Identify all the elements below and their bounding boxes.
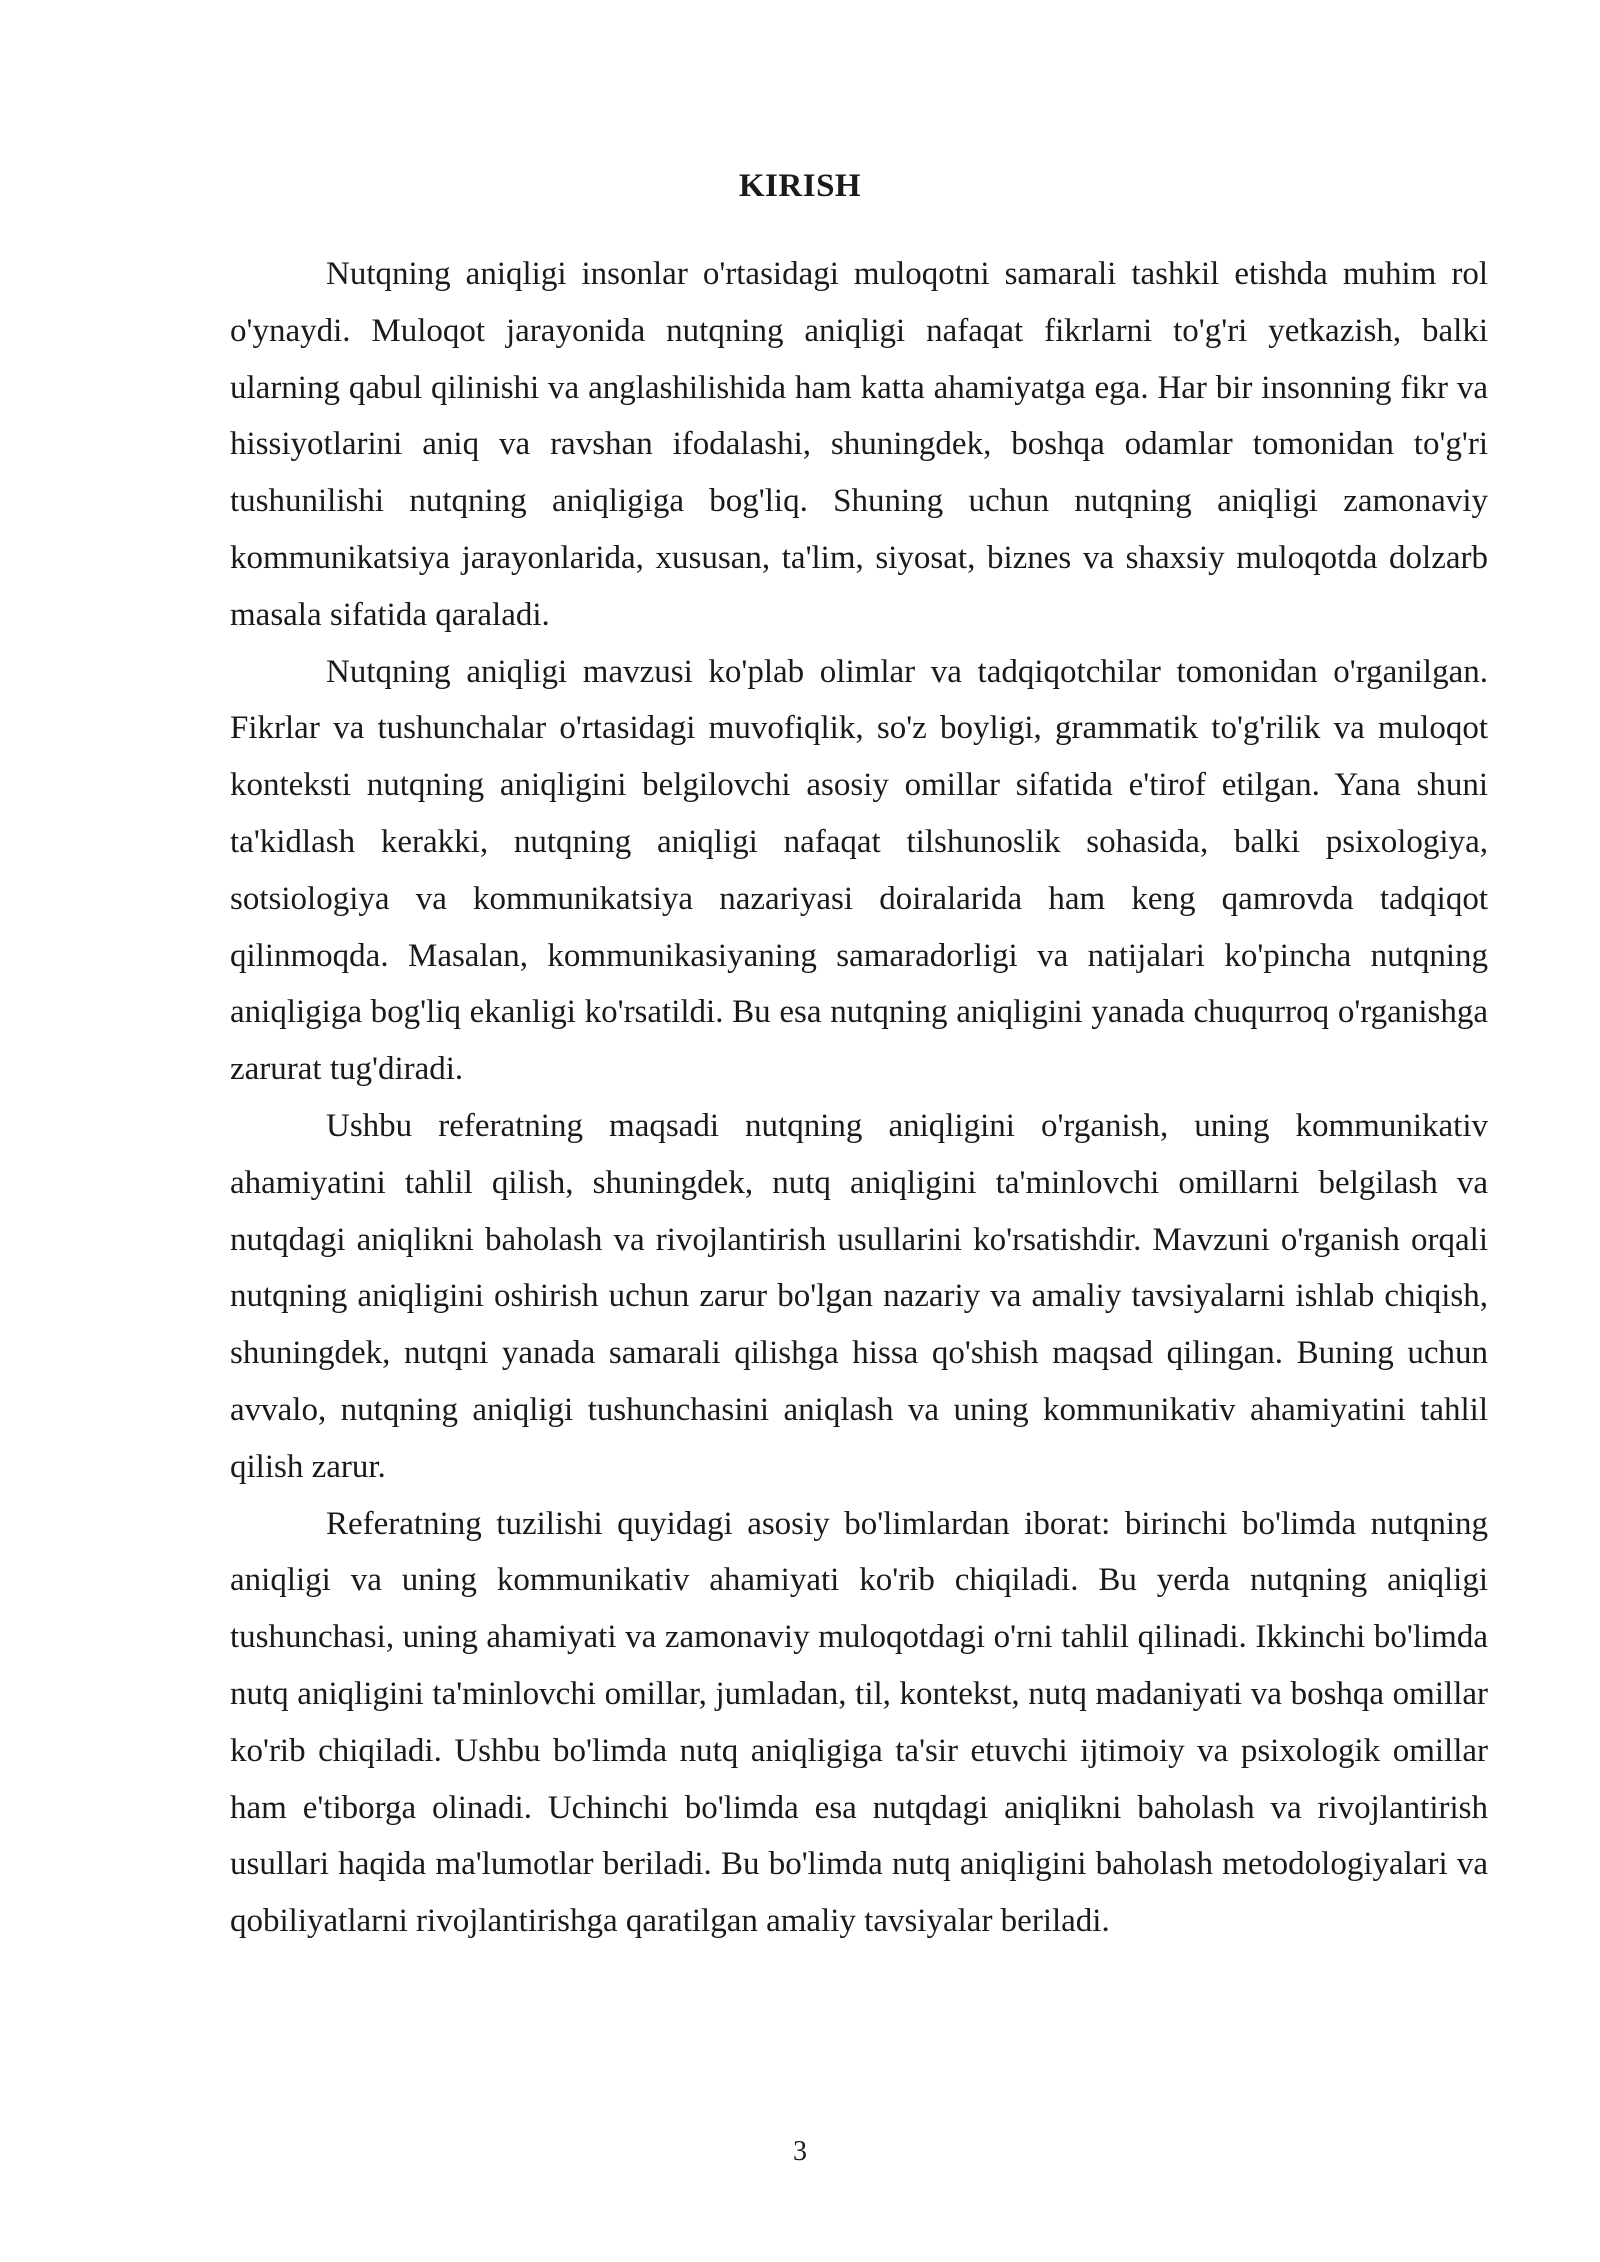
paragraph-3: Ushbu referatning maqsadi nutqning aniqligini o'rganish, uning kommunikativ ahamiyatini tahlil qilish, shuningdek, nutq aniqligini ta'minlovchi omillarni belgilash va nutqdagi aniqlikni baholash va rivojlantirish usullarini ko'rsatishdir. Mavzuni o'rganish orqali nutqning aniqligini oshirish uchun zarur bo'lgan nazariy va amaliy tavsiyalarni ishlab chiqish, shuningdek, nutqni yanada samarali qilishga hissa qo'shish maqsad qilingan. Buning uchun avvalo, nutqning aniqligi tushunchasini aniqlash va uning kommunikativ ahamiyatini tahlil qilish zarur. <box>230 1107 1488 1485</box>
page-title: KIRISH <box>738 168 862 204</box>
page-number: 3 <box>793 2136 807 2167</box>
paragraph-4: Referatning tuzilishi quyidagi asosiy bo'limlardan iborat: birinchi bo'limda nutqning aniqligi va uning kommunikativ ahamiyati ko'rib chiqiladi. Bu yerda nutqning aniqligi tushunchasi, uning ahamiyati va zamonaviy muloqotdagi o'rni tahlil qilinadi. Ikkinchi bo'limda nutq aniqligini ta'minlovchi omillar, jumladan, til, kontekst, nutq madaniyati va boshqa omillar ko'rib chiqiladi. Ushbu bo'limda nutq aniqligiga ta'sir etuvchi ijtimoiy va psixologik omillar ham e'tiborga olinadi. Uchinchi bo'limda esa nutqdagi aniqlikni baholash va rivojlantirish usullari haqida ma'lumotlar beriladi. Bu bo'limda nutq aniqligini baholash metodologiyalari va qobiliyatlarni rivojlantirishga qaratilgan amaliy tavsiyalar beriladi. <box>230 1505 1488 1940</box>
body-text <box>230 246 1488 1950</box>
paragraph-2: Nutqning aniqligi mavzusi ko'plab olimlar va tadqiqotchilar tomonidan o'rganilgan. Fikrlar va tushunchalar o'rtasidagi muvofiqlik, so'z boyligi, grammatik to'g'rilik va muloqot konteksti nutqning aniqligini belgilovchi asosiy omillar sifatida e'tirof etilgan. Yana shuni ta'kidlash kerakki, nutqning aniqligi nafaqat tilshunoslik sohasida, balki psixologiya, sotsiologiya va kommunikatsiya nazariyasi doiralarida ham keng qamrovda tadqiqot qilinmoqda. Masalan, kommunikasiyaning samaradorligi va natijalari ko'pincha nutqning aniqligiga bog'liq ekanligi ko'rsatildi. Bu esa nutqning aniqligini yanada chuqurroq o'rganishga zarurat tug'diradi. <box>230 653 1488 1088</box>
paragraph-1: Nutqning aniqligi insonlar o'rtasidagi muloqotni samarali tashkil etishda muhim rol o'ynaydi. Muloqot jarayonida nutqning aniqligi nafaqat fikrlarni to'g'ri yetkazish, balki ularning qabul qilinishi va anglashilishida ham katta ahamiyatga ega. Har bir insonning fikr va hissiyotlarini aniq va ravshan ifodalashi, shuningdek, boshqa odamlar tomonidan to'g'ri tushunilishi nutqning aniqligiga bog'liq. Shuning uchun nutqning aniqligi zamonaviy kommunikatsiya jarayonlarida, xususan, ta'lim, siyosat, biznes va shaxsiy muloqotda dolzarb masala sifatida qaraladi. <box>230 256 1488 633</box>
